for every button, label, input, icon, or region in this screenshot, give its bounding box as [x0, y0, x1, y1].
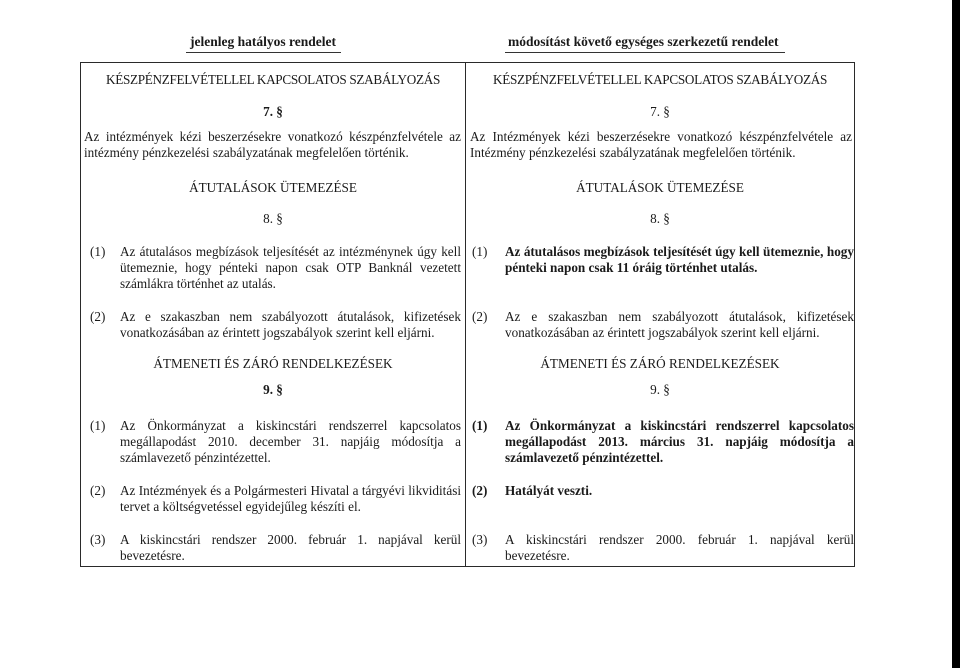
- right-para8-heading: 8. §: [650, 211, 670, 226]
- right-header-underline: [505, 52, 785, 53]
- right-p8-2-text: Az e szakaszban nem szabályozott átutalások, kifizetések vonatkozásában az érintett jogszabályok szerint kell eljárni.: [505, 309, 854, 340]
- left-p9-3-text: A kiskincstári rendszer 2000. február 1. napjával kerül bevezetésre.: [120, 532, 461, 563]
- left-p9-3-number: (3): [90, 532, 106, 547]
- left-para7-heading: 7. §: [263, 104, 283, 119]
- left-p8-2-text: Az e szakaszban nem szabályozott átutalások, kifizetések vonatkozásában az érintett jogszabályok szerint kell eljárni.: [120, 309, 461, 340]
- right-schedule-title: ÁTUTALÁSOK ÜTEMEZÉSE: [576, 180, 744, 195]
- left-column-header: jelenleg hatályos rendelet: [190, 34, 336, 49]
- right-para7-text: Az Intézmények kézi beszerzésekre vonatkozó készpénzfelvétele az Intézmény pénzkezelési szabályzatának megfelelően történik.: [470, 129, 852, 160]
- left-p9-2-text: Az Intézmények és a Polgármesteri Hivatal a tárgyévi likviditási tervet a költségvetéssel egyidejűleg készíti el.: [120, 483, 461, 514]
- right-p9-2-text: Hatályát veszti.: [505, 483, 593, 498]
- left-p8-1-text: Az átutalásos megbízások teljesítését az intézménynek úgy kell ütemeznie, hogy pénteki napon csak OTP Banknál vezetett számlákra történhet az utalás.: [120, 244, 461, 291]
- left-header-underline: [186, 52, 341, 53]
- left-p8-1-number: (1): [90, 244, 106, 259]
- left-p9-1-text: Az Önkormányzat a kiskincstári rendszerrel kapcsolatos megállapodást 2010. december 31. napjáig módosítja a számlavezető pénzintézettel.: [120, 418, 461, 465]
- right-para7-heading: 7. §: [650, 104, 670, 119]
- right-transitional-title: ÁTMENETI ÉS ZÁRÓ RENDELKEZÉSEK: [540, 356, 780, 371]
- right-section-title: KÉSZPÉNZFELVÉTELLEL KAPCSOLATOS SZABÁLYOZÁS: [492, 72, 828, 87]
- left-para9-heading: 9. §: [263, 382, 283, 397]
- left-transitional-title: ÁTMENETI ÉS ZÁRÓ RENDELKEZÉSEK: [153, 356, 393, 371]
- scan-edge-bar: [952, 0, 960, 668]
- right-column-header: módosítást követő egységes szerkezetű rendelet: [508, 34, 779, 49]
- right-p8-1-text: Az átutalásos megbízások teljesítését úgy kell ütemeznie, hogy pénteki napon csak 11 óráig történhet utalás.: [505, 244, 854, 275]
- left-p9-2-number: (2): [90, 483, 106, 498]
- left-section-title: KÉSZPÉNZFELVÉTELLEL KAPCSOLATOS SZABÁLYOZÁS: [105, 72, 441, 87]
- right-p9-2-number: (2): [472, 483, 488, 498]
- right-para9-heading: 9. §: [650, 382, 670, 397]
- right-p9-1-number: (1): [472, 418, 488, 433]
- right-p8-1-number: (1): [472, 244, 488, 259]
- left-p8-2-number: (2): [90, 309, 106, 324]
- right-p9-3-text: A kiskincstári rendszer 2000. február 1. napjával kerül bevezetésre.: [505, 532, 854, 563]
- left-schedule-title: ÁTUTALÁSOK ÜTEMEZÉSE: [189, 180, 357, 195]
- right-p8-2-number: (2): [472, 309, 488, 324]
- left-p9-1-number: (1): [90, 418, 106, 433]
- right-p9-1-text: Az Önkormányzat a kiskincstári rendszerrel kapcsolatos megállapodást 2013. március 31. napjáig módosítja a számlavezető pénzintézettel.: [505, 418, 854, 465]
- right-p9-3-number: (3): [472, 532, 488, 547]
- left-para7-text: Az intézmények kézi beszerzésekre vonatkozó készpénzfelvétele az intézmény pénzkezelési szabályzatának megfelelően történik.: [84, 129, 461, 160]
- left-para8-heading: 8. §: [263, 211, 283, 226]
- column-divider: [465, 62, 466, 567]
